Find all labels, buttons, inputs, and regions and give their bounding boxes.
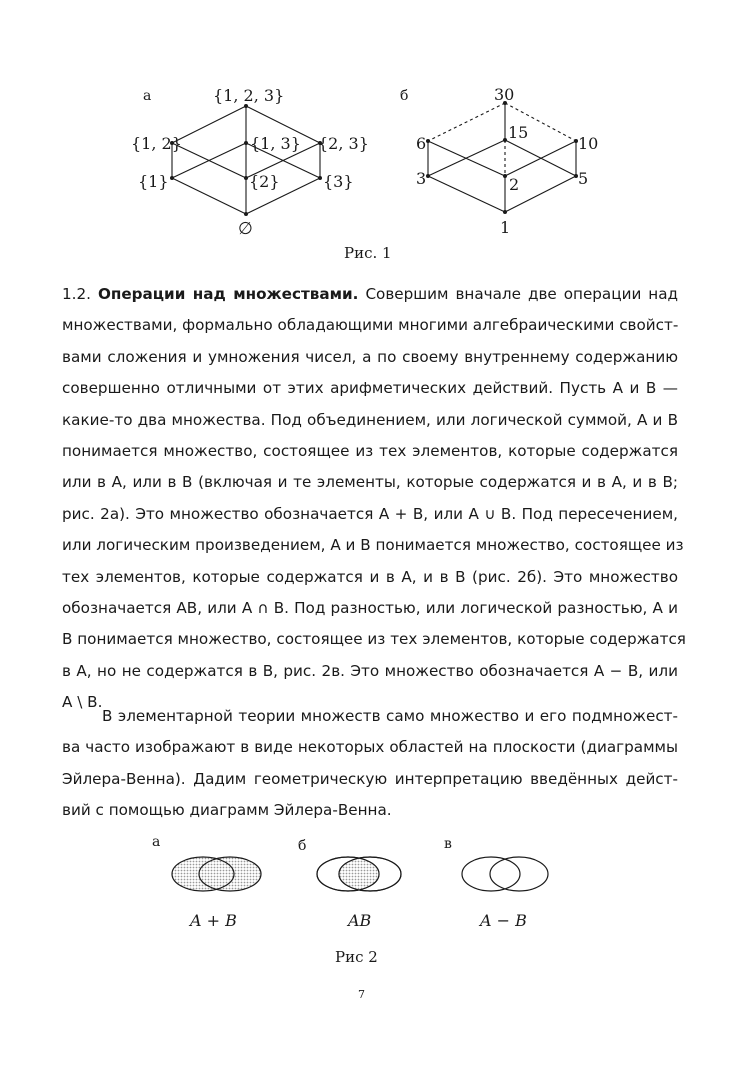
text-line: обозначается AB, или A ∩ B. Под разностью, или логической разностью, A и bbox=[62, 599, 678, 618]
text-line: какие-то два множества. Под объединением, или логической суммой, A и B bbox=[62, 410, 678, 429]
node-empty: ∅ bbox=[238, 219, 253, 239]
text-line: или логическим произведением, A и B понимается множество, состоящее из bbox=[62, 536, 684, 555]
text-line: В элементарной теории множеств само множество и его подмножест- bbox=[102, 707, 678, 725]
venn-b-letter: б bbox=[298, 838, 307, 854]
text-line: рис. 2а). Это множество обозначается A + B, или A ∪ B. Под пересечением, bbox=[62, 504, 678, 523]
venn-intersection bbox=[317, 857, 401, 891]
node-23: {2, 3} bbox=[318, 134, 369, 153]
figure-1 bbox=[0, 0, 750, 270]
text-line: B понимается множество, состоящее из тех элементов, которые содержатся bbox=[62, 630, 686, 649]
text-line: тех элементов, которые содержатся и в A, и в B (рис. 2б). Это множество bbox=[62, 567, 678, 586]
node-3b: 3 bbox=[416, 169, 427, 188]
node-5b: 5 bbox=[578, 169, 589, 188]
text-line: вами сложения и умножения чисел, а по своему внутреннему содержанию bbox=[62, 347, 678, 366]
node-2b: 2 bbox=[509, 175, 520, 194]
text-line: совершенно отличными от этих арифметических действий. Пусть A и B — bbox=[62, 379, 678, 398]
node-123: {1, 2, 3} bbox=[213, 86, 285, 105]
text-line: A \ B. bbox=[62, 693, 103, 712]
node-2: {2} bbox=[249, 172, 280, 191]
node-30: 30 bbox=[494, 85, 515, 104]
venn-c-letter: в bbox=[444, 836, 452, 852]
text-line: 1.2. Операции над множествами. Совершим вначале две операции над bbox=[62, 285, 679, 303]
venn-intro-paragraph bbox=[62, 701, 678, 827]
node-1b: 1 bbox=[500, 218, 511, 237]
node-6: 6 bbox=[416, 134, 427, 153]
text-line: в A, но не содержатся в B, рис. 2в. Это множество обозначается A − B, или bbox=[62, 661, 678, 680]
text-line: ва часто изображают в виде некоторых областей на плоскости (диаграммы bbox=[62, 738, 678, 757]
venn-a-label: A + B bbox=[190, 911, 237, 930]
venn-difference bbox=[462, 857, 548, 891]
venn-b-label: AB bbox=[348, 911, 372, 930]
page-number: 7 bbox=[358, 988, 365, 1001]
node-10: 10 bbox=[578, 134, 599, 153]
venn-a-letter: а bbox=[152, 834, 161, 850]
node-12: {1, 2} bbox=[131, 134, 182, 153]
text-line: понимается множество, состоящее из тех элементов, которые содержатся bbox=[62, 442, 678, 461]
node-13: {1, 3} bbox=[250, 134, 301, 153]
panel-b-letter: б bbox=[400, 88, 409, 104]
lattice-a bbox=[172, 106, 320, 214]
node-1: {1} bbox=[138, 172, 169, 191]
section-title: Операции над множествами. bbox=[97, 285, 359, 303]
text-line: множествами, формально обладающими многими алгебраическими свойст- bbox=[62, 316, 679, 335]
node-3: {3} bbox=[323, 172, 354, 191]
figure-2 bbox=[0, 830, 750, 980]
lattice-b bbox=[428, 103, 576, 212]
text-line: или в A, или в B (включая и те элементы, которые содержатся и в A, и в B; bbox=[62, 473, 678, 492]
text-line: вий с помощью диаграмм Эйлера-Венна. bbox=[62, 801, 392, 820]
venn-union bbox=[172, 857, 261, 891]
node-15: 15 bbox=[508, 123, 529, 142]
text-line: Эйлера-Венна). Дадим геометрическую интерпретацию введённых дейст- bbox=[62, 769, 678, 788]
panel-a-letter: а bbox=[143, 88, 152, 104]
figure-2-caption: Рис 2 bbox=[335, 948, 378, 966]
section-number: 1.2. bbox=[62, 285, 91, 303]
figure-1-caption: Рис. 1 bbox=[344, 244, 392, 262]
venn-c-label: A − B bbox=[480, 911, 527, 930]
section-paragraph bbox=[62, 279, 686, 719]
